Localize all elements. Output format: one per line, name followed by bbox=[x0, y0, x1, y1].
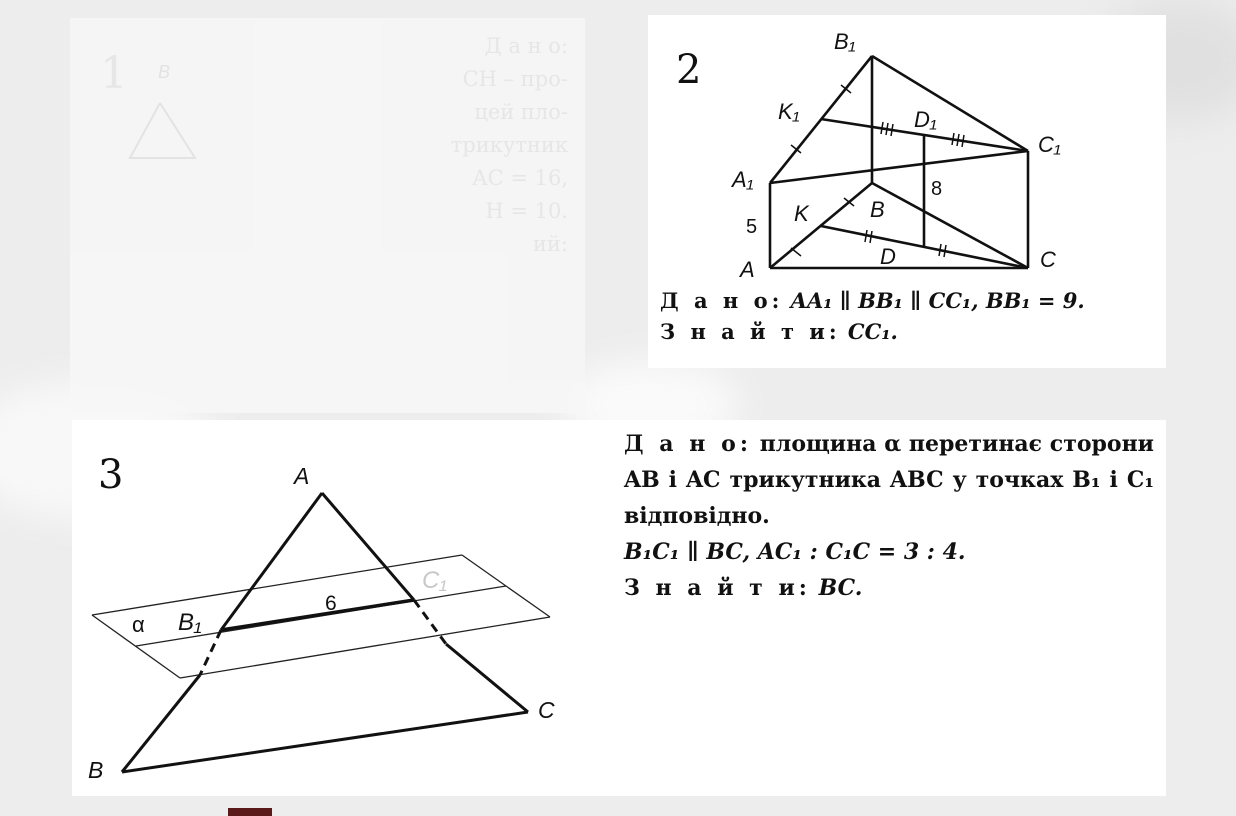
find-text: CC₁. bbox=[847, 319, 898, 344]
label-B: B bbox=[870, 197, 885, 222]
given-line bbox=[660, 285, 1165, 316]
given-text: площина α перетинає сторони AB і AC трикутника ABC у точках B₁ і C₁ відповідно. bbox=[624, 431, 1154, 529]
faded-problem-card bbox=[70, 18, 585, 413]
find-line bbox=[624, 570, 1154, 606]
label-length-8: 8 bbox=[931, 178, 943, 200]
side-AB-hidden bbox=[200, 630, 221, 675]
given-text: AA₁ ∥ BB₁ ∥ CC₁, BB₁ = 9. bbox=[790, 288, 1085, 313]
given-paragraph bbox=[624, 426, 1154, 534]
given-word: Д а н о: bbox=[624, 431, 752, 457]
label-B1: B₁ bbox=[834, 29, 856, 54]
label-A1: A₁ bbox=[732, 167, 754, 192]
faded-line: трикутник bbox=[450, 133, 568, 157]
faded-line: Д а н о: bbox=[484, 34, 568, 58]
label-K1: K₁ bbox=[778, 99, 800, 124]
problem-2-statement bbox=[660, 285, 1165, 347]
problem-number: 3 bbox=[98, 452, 124, 498]
side-BC bbox=[122, 712, 528, 772]
faded-line: CH – про- bbox=[462, 67, 568, 91]
faded-line: AC = 16, bbox=[472, 166, 568, 190]
label-C1: C₁ bbox=[1038, 132, 1061, 157]
problem-3-statement bbox=[624, 426, 1154, 606]
svg-text:B: B bbox=[158, 62, 171, 82]
faded-line: H = 10. bbox=[485, 199, 568, 223]
edge-AB bbox=[770, 183, 872, 268]
problem-3-panel bbox=[72, 420, 1166, 796]
segment-B1C1 bbox=[221, 600, 414, 630]
triangle-plane-figure bbox=[72, 420, 632, 796]
problem-2-panel bbox=[648, 15, 1166, 368]
label-B1: B₁ bbox=[178, 609, 202, 636]
label-C: C bbox=[1040, 247, 1056, 272]
label-A: A bbox=[740, 257, 755, 282]
find-text: BC. bbox=[818, 575, 863, 601]
label-C: C bbox=[538, 697, 555, 723]
faded-line: цей пло- bbox=[474, 100, 568, 124]
label-D: D bbox=[880, 244, 896, 269]
given-condition bbox=[624, 534, 1154, 570]
label-K: K bbox=[794, 201, 809, 226]
side-AC-lower bbox=[446, 644, 528, 712]
given-word: Д а н о: bbox=[660, 288, 784, 313]
faded-line: ий: bbox=[532, 232, 568, 256]
side-AC-upper bbox=[322, 493, 414, 600]
label-C1: C₁ bbox=[422, 567, 447, 594]
side-AB-upper bbox=[221, 493, 322, 630]
label-length-5: 5 bbox=[746, 216, 758, 238]
label-D1: D₁ bbox=[914, 107, 937, 132]
label-alpha: α bbox=[132, 612, 145, 637]
bottom-edge-mark bbox=[228, 808, 272, 816]
plane-alpha bbox=[92, 555, 550, 678]
problem-number: 2 bbox=[676, 47, 702, 93]
label-B: B bbox=[88, 757, 104, 783]
label-length-6: 6 bbox=[325, 592, 337, 615]
given-condition-text: B₁C₁ ∥ BC, AC₁ : C₁C = 3 : 4. bbox=[624, 539, 966, 565]
faded-problem-number: 1 bbox=[100, 48, 128, 99]
find-line bbox=[660, 316, 1165, 347]
edge-B1C1 bbox=[872, 56, 1028, 151]
label-A: A bbox=[294, 463, 310, 489]
find-word: З н а й т и: bbox=[660, 319, 841, 344]
edge-A1C1 bbox=[770, 151, 1028, 183]
faded-text-block bbox=[388, 30, 568, 261]
side-AB-lower bbox=[122, 675, 200, 772]
find-word: З н а й т и: bbox=[624, 575, 811, 601]
